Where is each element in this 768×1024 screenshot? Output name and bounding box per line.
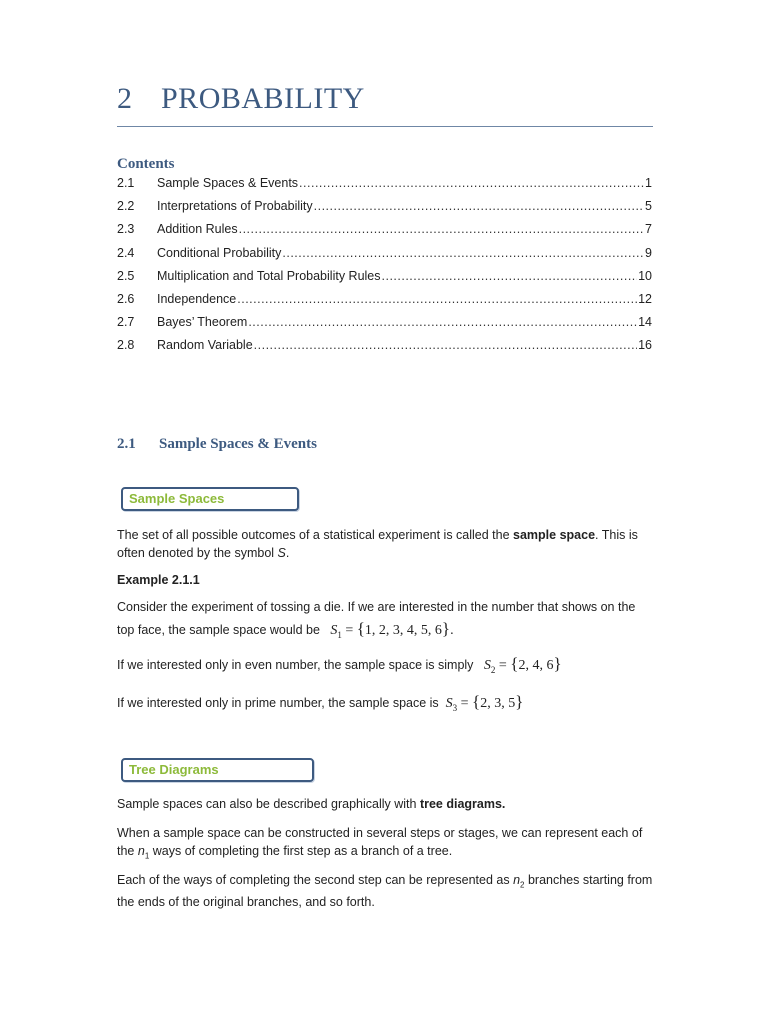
- text-run: If we interested only in prime number, the sample space is: [117, 696, 439, 710]
- toc-title: Independence: [157, 291, 237, 306]
- text-run: Each of the ways of completing the second step can be represented as: [117, 873, 514, 887]
- text-run: Consider the experiment of tossing a die. If we are interested in the number that shows on the top face, the sample space would be: [117, 600, 636, 637]
- toc-number: 2.5: [117, 268, 135, 283]
- bold-term: sample space: [513, 528, 596, 542]
- toc-leader-dots: [239, 222, 644, 236]
- toc-page-number: 14: [638, 315, 652, 330]
- equation-s3: $S_3 = \{2$, 3, 5}: [445, 692, 524, 713]
- text-run: The set of all possible outcomes of a statistical experiment is called the: [117, 528, 514, 542]
- toc-leader-dots: [299, 176, 644, 190]
- toc-page-number: 12: [638, 291, 652, 306]
- toc-leader-dots: [282, 246, 644, 260]
- toc-title: Interpretations of Probability: [157, 199, 313, 214]
- text-run: . This is often denoted by the symbol: [117, 528, 638, 560]
- example-text: [117, 597, 653, 646]
- toc-leader-dots: [314, 199, 644, 213]
- toc-leader-dots: [382, 269, 638, 283]
- toc-leader-dots: [254, 338, 637, 352]
- equation-s2: $S_2 = \{2$, 4, 6}: [483, 654, 562, 675]
- chapter-title: [117, 82, 653, 127]
- toc-title: Addition Rules: [157, 222, 238, 237]
- toc-page-number: 7: [645, 222, 652, 237]
- text-run: ways of completing the first step as a branch of a tree.: [149, 843, 453, 858]
- toc-page-number: 9: [645, 245, 652, 260]
- text-run: branches starting from the ends of the original branches, and so forth.: [117, 873, 653, 909]
- toc-page-number: 16: [638, 338, 652, 353]
- tree-diagrams-label: Tree Diagrams: [121, 758, 314, 782]
- toc-number: 2.7: [117, 315, 135, 330]
- table-of-contents: [117, 176, 652, 362]
- chapter-name: PROBABILITY: [161, 82, 365, 115]
- symbol: n: [137, 843, 145, 858]
- toc-number: 2.1: [117, 176, 135, 190]
- symbol: S: [277, 545, 286, 560]
- text-run: Sample spaces can also be described graphically with: [117, 797, 420, 811]
- text-run: If we interested only in even number, the sample space is simply: [117, 658, 474, 672]
- toc-entry[interactable]: [117, 222, 652, 245]
- toc-title: Bayes’ Theorem: [157, 315, 248, 330]
- toc-entry[interactable]: [117, 176, 652, 199]
- contents-heading: Contents: [117, 156, 175, 172]
- toc-title: Conditional Probability: [157, 245, 282, 260]
- toc-entry[interactable]: [117, 199, 652, 222]
- toc-entry[interactable]: [117, 246, 652, 269]
- toc-title: Multiplication and Total Probability Rules: [157, 268, 381, 283]
- sample-spaces-label: Sample Spaces: [121, 487, 299, 511]
- equation-s1: $S_1 = \{1$, 2, 3, 4, 5, 6}.: [330, 619, 454, 640]
- text-run: .: [285, 545, 290, 560]
- toc-number: 2.6: [117, 291, 135, 306]
- tree-diagram-intro: [117, 796, 653, 814]
- toc-title: Random Variable: [157, 338, 253, 353]
- text-run: When a sample space can be constructed in several steps or stages, we can represent each of the: [117, 826, 643, 858]
- toc-entry[interactable]: [117, 338, 652, 361]
- toc-leader-dots: [248, 315, 637, 329]
- chapter-number: 2: [117, 82, 133, 115]
- example-label: Example 2.1.1: [117, 573, 200, 587]
- toc-number: 2.2: [117, 199, 135, 214]
- toc-title: Sample Spaces & Events: [157, 176, 299, 190]
- bold-term: tree diagrams.: [419, 797, 506, 811]
- tree-diagram-step-two: [117, 872, 653, 912]
- toc-leader-dots: [237, 292, 637, 306]
- toc-entry[interactable]: [117, 292, 652, 315]
- section-number: 2.1: [117, 436, 136, 452]
- toc-number: 2.8: [117, 338, 135, 353]
- tree-diagram-step-one: [117, 825, 653, 865]
- toc-number: 2.4: [117, 245, 135, 260]
- toc-number: 2.3: [117, 222, 135, 237]
- subscript: 2: [520, 880, 525, 890]
- section-heading: [117, 436, 317, 453]
- toc-entry[interactable]: [117, 315, 652, 338]
- symbol: n: [513, 873, 521, 887]
- toc-page-number: 10: [638, 268, 652, 283]
- toc-page-number: 1: [645, 176, 652, 190]
- section-title: Sample Spaces & Events: [159, 436, 317, 452]
- prime-sample-space: [117, 693, 653, 717]
- subscript: 1: [144, 851, 150, 860]
- sample-space-definition: [117, 527, 653, 562]
- even-sample-space: [117, 655, 653, 679]
- toc-entry[interactable]: [117, 269, 652, 292]
- toc-page-number: 5: [645, 199, 652, 214]
